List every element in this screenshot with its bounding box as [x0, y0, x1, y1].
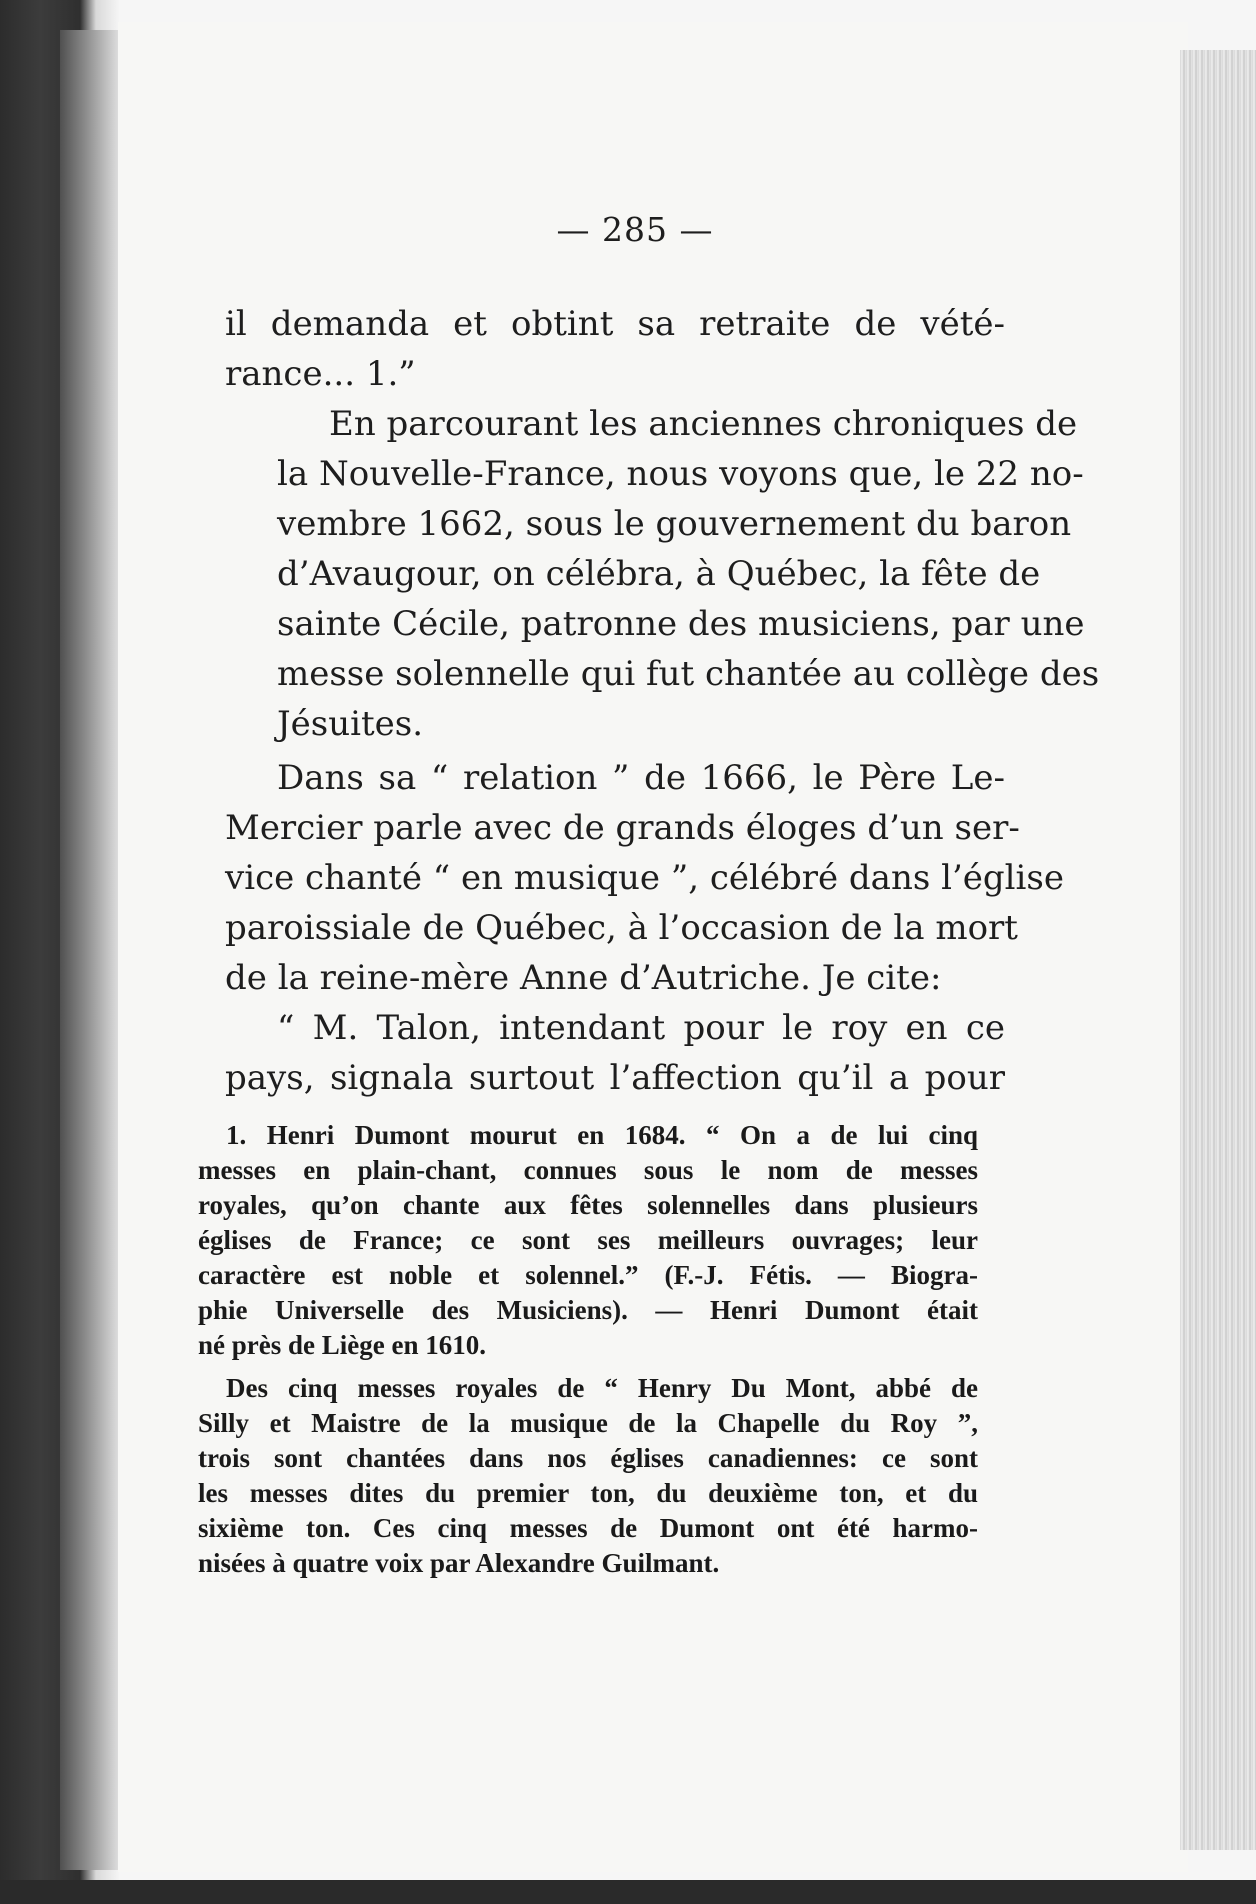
footnote-1: [198, 1118, 978, 1363]
footnote-2: [198, 1371, 978, 1581]
page-stack-edge: [1180, 50, 1256, 1850]
paragraph-4: [225, 1003, 1005, 1103]
text-line: “ M. Talon, intendant pour le roy en ce: [277, 1008, 1005, 1048]
text-line: rance... 1.”: [225, 354, 416, 394]
text-line: sainte Cécile, patronne des musiciens, par une: [277, 604, 1085, 644]
facing-page-edge: [60, 30, 122, 1870]
footnote-line: Silly et Maistre de la musique de la Chapelle du Roy ”,: [198, 1408, 978, 1438]
footnote-line: royales, qu’on chante aux fêtes solennelles dans plusieurs: [198, 1190, 978, 1220]
footnote-line: les messes dites du premier ton, du deuxième ton, et du: [198, 1478, 978, 1508]
paragraph-2: [225, 399, 1100, 749]
footnote-line: messes en plain-chant, connues sous le nom de messes: [198, 1155, 978, 1185]
text-line: En parcourant les anciennes chroniques de: [329, 404, 1078, 444]
text-line: messe solennelle qui fut chantée au collège des: [277, 654, 1100, 694]
text-line: Dans sa “ relation ” de 1666, le Père Le-: [277, 758, 1005, 798]
main-text: [225, 210, 1100, 1103]
paragraph-1: [225, 299, 1005, 399]
footnote-line: trois sont chantées dans nos églises canadiennes: ce sont: [198, 1443, 978, 1473]
text-line: la Nouvelle-France, nous voyons que, le 22 no-: [277, 454, 1084, 494]
footnote-line: églises de France; ce sont ses meilleurs ouvrages; leur: [198, 1225, 978, 1255]
text-line: de la reine-mère Anne d’Autriche. Je cite:: [225, 958, 942, 998]
text-line: paroissiale de Québec, à l’occasion de la mort: [225, 908, 1018, 948]
footnote-line: nisées à quatre voix par Alexandre Guilmant.: [198, 1548, 720, 1578]
scan-bottom-border: [0, 1880, 1256, 1904]
text-line: d’Avaugour, on célébra, à Québec, la fête de: [277, 554, 1041, 594]
text-line: Jésuites.: [277, 704, 424, 744]
text-line: vembre 1662, sous le gouvernement du baron: [277, 504, 1072, 544]
paragraph-3: [225, 753, 1064, 1003]
footnote-line: Des cinq messes royales de “ Henry Du Mont, abbé de: [226, 1373, 978, 1403]
text-line: pays, signala surtout l’affection qu’il a pour: [225, 1058, 1005, 1098]
footnote-line: 1. Henri Dumont mourut en 1684. “ On a de lui cinq: [226, 1120, 978, 1150]
text-line: il demanda et obtint sa retraite de vété-: [225, 304, 1005, 344]
footnote-line: caractère est noble et solennel.” (F.-J. Fétis. — Biogra-: [198, 1260, 978, 1290]
footnote-line: né près de Liège en 1610.: [198, 1330, 486, 1360]
footnote-line: sixième ton. Ces cinq messes de Dumont ont été harmo-: [198, 1513, 978, 1543]
page-number: — 285 —: [556, 210, 714, 249]
footnotes: [198, 1118, 978, 1589]
text-line: vice chanté “ en musique ”, célébré dans l’église: [225, 858, 1064, 898]
footnote-line: phie Universelle des Musiciens). — Henri Dumont était: [198, 1295, 978, 1325]
text-line: Mercier parle avec de grands éloges d’un ser-: [225, 808, 1020, 848]
